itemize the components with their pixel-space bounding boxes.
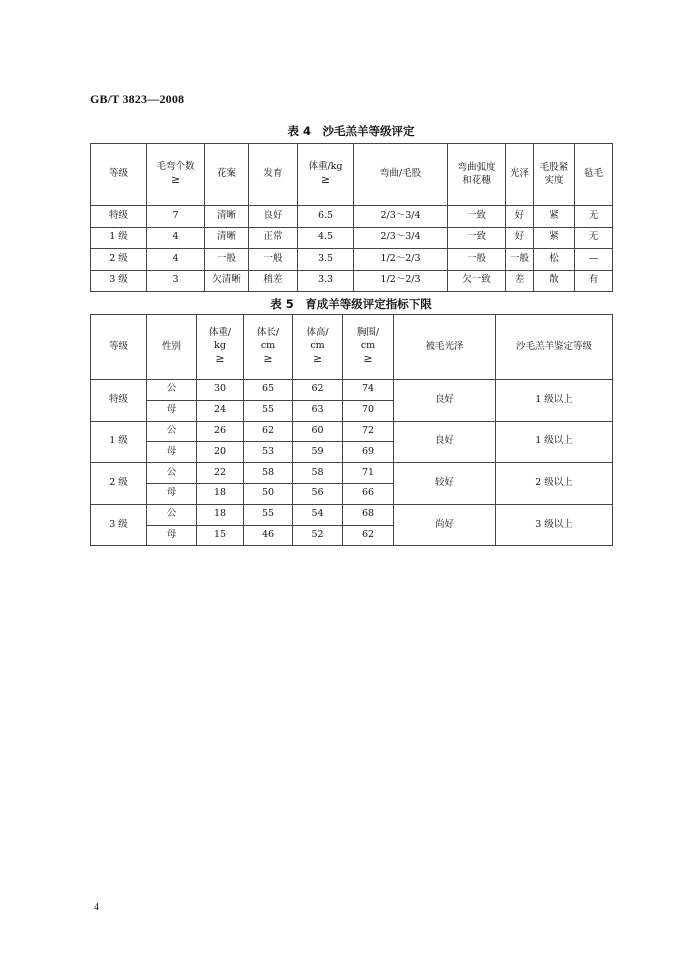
table5-header-cell: 体重/ kg ≥ <box>197 315 244 380</box>
table5-lamb-grade-cell: 3 级以上 <box>496 504 613 546</box>
table4-cell: 好 <box>506 206 534 228</box>
table4-cell: 无 <box>575 206 613 228</box>
table4-cell: 稍差 <box>249 270 298 292</box>
table5-cell: 62 <box>244 421 293 442</box>
table5-grade-cell: 3 级 <box>91 504 147 546</box>
table5-cell: 65 <box>244 380 293 401</box>
table5-cell: 公 <box>147 421 197 442</box>
table4-cell: 紧 <box>534 227 575 249</box>
table5-luster-cell: 良好 <box>394 380 496 422</box>
table5-cell: 22 <box>197 463 244 484</box>
table5-cell: 68 <box>343 504 394 525</box>
table5-cell: 20 <box>197 442 244 463</box>
table5-row <box>91 380 613 401</box>
table4-cell: 1 级 <box>91 227 147 249</box>
table5-cell: 15 <box>197 525 244 546</box>
table4-caption: 表 4 沙毛羔羊等级评定 <box>287 124 415 138</box>
table4-cell: 良好 <box>249 206 298 228</box>
table5-lamb-grade-cell: 1 级以上 <box>496 421 613 463</box>
table5-cell: 56 <box>293 483 343 504</box>
table5-cell: 母 <box>147 483 197 504</box>
table5-cell: 63 <box>293 400 343 421</box>
table5-header-cell: 体高/ cm ≥ <box>293 315 343 380</box>
table4-cell: 正常 <box>249 227 298 249</box>
table5-cell: 59 <box>293 442 343 463</box>
table5-cell: 26 <box>197 421 244 442</box>
table4-cell: 散 <box>534 270 575 292</box>
table5-cell: 54 <box>293 504 343 525</box>
table4-header-cell: 光泽 <box>506 144 534 206</box>
table4-cell: 1/2～2/3 <box>354 249 448 271</box>
table4-cell: 松 <box>534 249 575 271</box>
table5-luster-cell: 尚好 <box>394 504 496 546</box>
table4-row <box>91 270 613 292</box>
table4-cell: 一般 <box>448 249 506 271</box>
table4-cell: 4.5 <box>298 227 354 249</box>
table5-header-cell: 沙毛羔羊鉴定等级 <box>496 315 613 380</box>
table5-cell: 母 <box>147 400 197 421</box>
table4-lamb-grading <box>90 143 613 292</box>
table5-luster-cell: 良好 <box>394 421 496 463</box>
table5-cell: 母 <box>147 442 197 463</box>
table4-cell: 欠清晰 <box>205 270 249 292</box>
table5-row <box>91 421 613 442</box>
table4-cell: 有 <box>575 270 613 292</box>
standard-code: GB/T 3823—2008 <box>90 92 185 106</box>
table4-row <box>91 249 613 271</box>
table5-cell: 55 <box>244 400 293 421</box>
table4-cell: 一致 <box>448 227 506 249</box>
table4-header-cell: 毛弯个数 ≥ <box>147 144 205 206</box>
table5-cell: 69 <box>343 442 394 463</box>
table5-yearling-grading <box>90 314 613 546</box>
table4-header-cell: 弯曲/毛股 <box>354 144 448 206</box>
table4-cell: 4 <box>147 227 205 249</box>
table4-cell: 3 <box>147 270 205 292</box>
table5-header-row <box>91 315 613 380</box>
table4-cell: 1/2～2/3 <box>354 270 448 292</box>
table5-cell: 公 <box>147 504 197 525</box>
table5-header-cell: 体长/ cm ≥ <box>244 315 293 380</box>
table4-cell: 差 <box>506 270 534 292</box>
table4-cell: 一致 <box>448 206 506 228</box>
table5-lamb-grade-cell: 2 级以上 <box>496 463 613 505</box>
table4-header-cell: 花案 <box>205 144 249 206</box>
table5-cell: 公 <box>147 380 197 401</box>
table4-cell: 一般 <box>506 249 534 271</box>
table5-row <box>91 463 613 484</box>
table5-cell: 70 <box>343 400 394 421</box>
table5-cell: 52 <box>293 525 343 546</box>
table4-cell: 无 <box>575 227 613 249</box>
table5-cell: 母 <box>147 525 197 546</box>
table5-cell: 58 <box>293 463 343 484</box>
table4-cell: 2 级 <box>91 249 147 271</box>
table4-cell: 2/3～3/4 <box>354 206 448 228</box>
table5-cell: 71 <box>343 463 394 484</box>
table5-cell: 60 <box>293 421 343 442</box>
table4-cell: 3.3 <box>298 270 354 292</box>
table5-grade-cell: 特级 <box>91 380 147 422</box>
table4-cell: 好 <box>506 227 534 249</box>
table5-cell: 18 <box>197 483 244 504</box>
table5-cell: 72 <box>343 421 394 442</box>
table5-lamb-grade-cell: 1 级以上 <box>496 380 613 422</box>
table4-row <box>91 227 613 249</box>
table4-cell: 一般 <box>205 249 249 271</box>
table4-cell: 7 <box>147 206 205 228</box>
table4-cell: 4 <box>147 249 205 271</box>
table4-header-cell: 体重/kg ≥ <box>298 144 354 206</box>
table5-caption: 表 5 育成羊等级评定指标下限 <box>270 297 432 311</box>
table4-cell: 清晰 <box>205 227 249 249</box>
table5-grade-cell: 2 级 <box>91 463 147 505</box>
table4-cell: 6.5 <box>298 206 354 228</box>
table5-cell: 30 <box>197 380 244 401</box>
table5-header-cell: 被毛光泽 <box>394 315 496 380</box>
table5-header-cell: 胸围/ cm ≥ <box>343 315 394 380</box>
table5-cell: 50 <box>244 483 293 504</box>
table5-luster-cell: 较好 <box>394 463 496 505</box>
table5-header-cell: 性别 <box>147 315 197 380</box>
table4-cell: — <box>575 249 613 271</box>
table5-cell: 62 <box>293 380 343 401</box>
table5-cell: 18 <box>197 504 244 525</box>
table4-cell: 3.5 <box>298 249 354 271</box>
table5-row <box>91 504 613 525</box>
table4-cell: 特级 <box>91 206 147 228</box>
table5-cell: 62 <box>343 525 394 546</box>
page-number: 4 <box>94 902 99 913</box>
table5-cell: 58 <box>244 463 293 484</box>
table4-header-cell: 毛股紧 实度 <box>534 144 575 206</box>
table4-header-cell: 毡毛 <box>575 144 613 206</box>
table5-cell: 74 <box>343 380 394 401</box>
table4-cell: 2/3～3/4 <box>354 227 448 249</box>
table4-cell: 一般 <box>249 249 298 271</box>
table4-cell: 欠一致 <box>448 270 506 292</box>
table5-cell: 66 <box>343 483 394 504</box>
table5-cell: 46 <box>244 525 293 546</box>
table4-header-row <box>91 144 613 206</box>
table4-header-cell: 弯曲弧度 和花穗 <box>448 144 506 206</box>
table5-cell: 公 <box>147 463 197 484</box>
table4-cell: 3 级 <box>91 270 147 292</box>
table4-header-cell: 发育 <box>249 144 298 206</box>
table5-cell: 53 <box>244 442 293 463</box>
table4-cell: 紧 <box>534 206 575 228</box>
table4-row <box>91 206 613 228</box>
table5-header-cell: 等级 <box>91 315 147 380</box>
table5-grade-cell: 1 级 <box>91 421 147 463</box>
table5-cell: 24 <box>197 400 244 421</box>
table4-cell: 清晰 <box>205 206 249 228</box>
table4-header-cell: 等级 <box>91 144 147 206</box>
table5-cell: 55 <box>244 504 293 525</box>
